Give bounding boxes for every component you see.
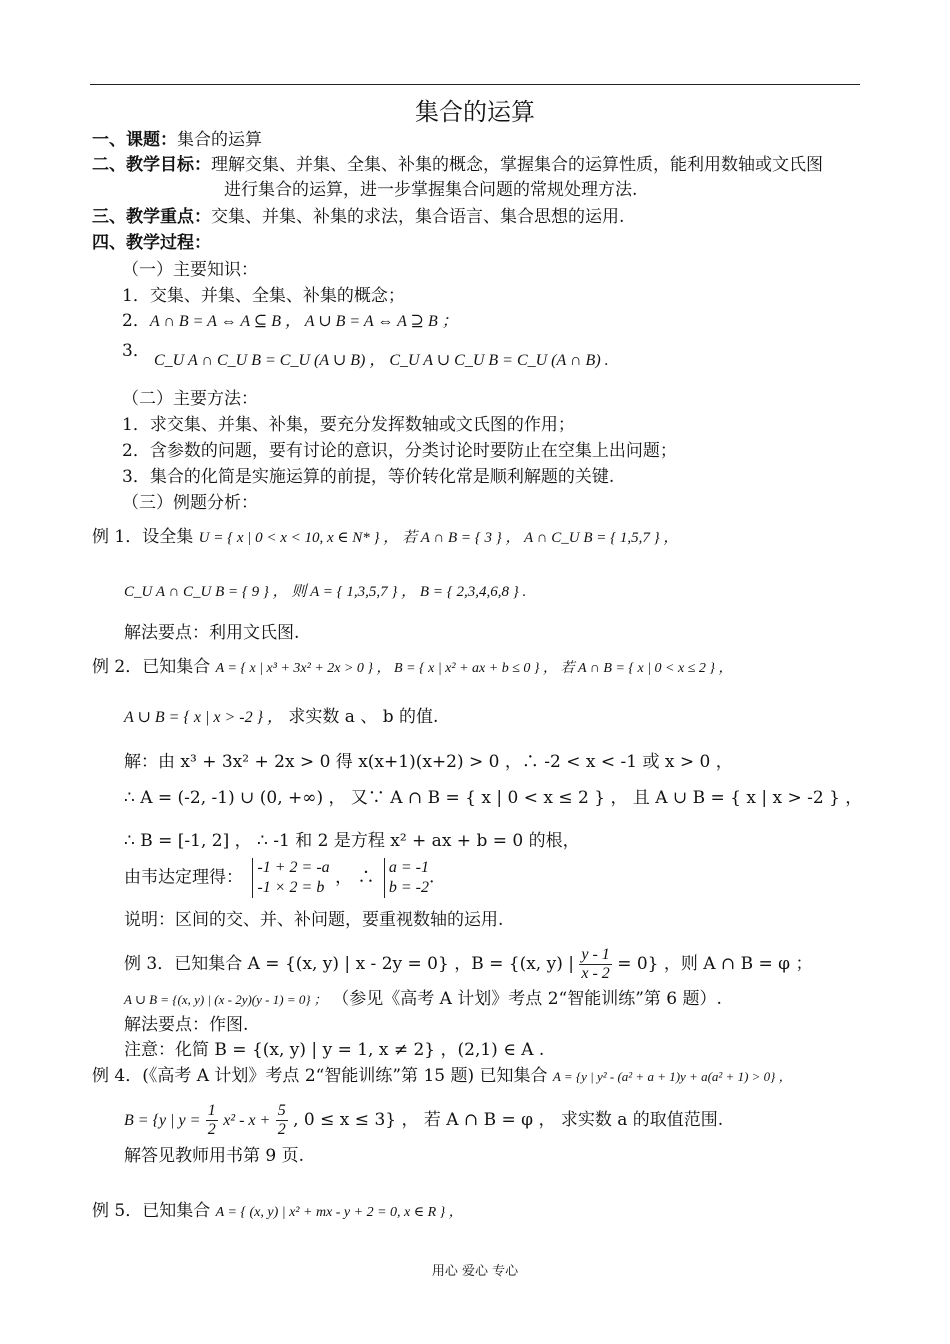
fraction-five-halves: [276, 1102, 288, 1139]
fraction-2-denominator: 2: [277, 1121, 286, 1138]
section-3-text: 交集、并集、补集的求法，集合语言、集合思想的运用.: [211, 207, 625, 227]
example-1-formula-1: U = { x | 0 < x < 10, x ∈ N* } ， 若 A ∩ B = { 3 } ， A ∩ C_U B = { 1,5,7 } ，: [198, 530, 679, 546]
section-2-head: 二、教学目标：: [92, 155, 211, 175]
example-1-formula-2: C_U A ∩ C_U B = { 9 } ， 则 A = { 1,3,5,7 } ， B = { 2,3,4,6,8 } .: [124, 584, 527, 600]
example-3-union: A ∪ B = {(x, y) | (x - 2y)(y - 1) = 0} ；: [124, 992, 327, 1007]
example-4-set-b-start: B = {y | y =: [124, 1112, 201, 1129]
knowledge-item-3-math: C_U A ∩ C_U B = C_U (A ∪ B) ， C_U A ∪ C_U B = C_U (A ∩ B) .: [154, 352, 609, 369]
example-5-set-a: A = { (x, y) | x² + mx - y + 2 = 0, x ∈ R } ，: [215, 1205, 463, 1220]
example-3-note-2: 注意：化简 B = {(x, y) | y = 1, x ≠ 2} ，(2,1) ∈ A .: [124, 1040, 545, 1060]
page-footer: 用心 爱心 专心: [431, 1264, 519, 1279]
example-3-line-1: [124, 946, 813, 983]
method-item-3: 3．集合的化简是实施运算的前提，等价转化常是顺利解题的关键.: [122, 467, 615, 487]
example-2-therefore: ， ∴: [335, 867, 375, 888]
examples-heading: （三）例题分析：: [122, 493, 258, 513]
knowledge-item-3-num: 3．: [122, 341, 150, 361]
fraction-2-numerator: 5: [277, 1102, 286, 1119]
example-2-period: .: [429, 867, 435, 888]
example-4-text: 例 4．(《高考 A 计划》考点 2“智能训练”第 15 题) 已知集合: [92, 1066, 548, 1086]
example-4-set-a: A = {y | y² - (a² + a + 1)y + a(a² + 1) > 0} ，: [552, 1069, 792, 1084]
example-5-line-1: [92, 1200, 463, 1224]
answer-a: a = -1: [388, 859, 429, 876]
example-4-set-b-mid: x² - x +: [223, 1112, 271, 1129]
example-1-line-2: [124, 580, 526, 603]
section-2-continuation: 进行集合的运算，进一步掌握集合问题的常规处理方法.: [224, 180, 638, 200]
fraction-1-denominator: 2: [207, 1121, 216, 1138]
example-4-line-2: [124, 1102, 723, 1139]
example-3-note-1: 解法要点：作图.: [124, 1015, 249, 1035]
knowledge-item-2-num: 2．: [122, 311, 150, 331]
fraction-numerator: y - 1: [581, 946, 610, 963]
method-item-1: 1．求交集、并集、补集，要充分发挥数轴或文氏图的作用；: [122, 415, 575, 435]
answer-system: [384, 858, 429, 898]
example-3-reference: （参见《高考 A 计划》考点 2“智能训练”第 6 题）.: [332, 989, 722, 1009]
section-1: [92, 129, 262, 151]
fraction-denominator: x - 2: [581, 965, 610, 982]
example-2-question: 求实数 a 、 b 的值.: [288, 707, 439, 727]
example-2-formula-1: A = { x | x³ + 3x² + 2x > 0 } ， B = { x | x² + ax + b ≤ 0 } ， 若 A ∩ B = { x | 0 < x ≤ 2 } ，: [215, 661, 733, 676]
vieta-eq-1: -1 + 2 = -a: [257, 859, 330, 876]
example-1-label: 例 1．设全集: [92, 527, 194, 547]
knowledge-item-1: 1．交集、并集、全集、补集的概念；: [122, 286, 405, 306]
example-3-text: 例 3．已知集合 A = {(x, y) | x - 2y = 0} ，B = {(x, y) |: [124, 954, 574, 974]
fraction-one-half: [206, 1102, 218, 1139]
example-3-fraction: [579, 946, 611, 983]
method-item-2: 2．含参数的问题，要有讨论的意识，分类讨论时要防止在空集上出问题；: [122, 441, 677, 461]
section-3-head: 三、教学重点：: [92, 207, 211, 227]
example-4-line-1: [92, 1065, 792, 1088]
section-2: [92, 154, 823, 176]
example-2-note: 说明：区间的交、并、补问题，要重视数轴的运用.: [124, 910, 504, 930]
section-3: [92, 206, 624, 228]
example-2-solution-1: 解：由 x³ + 3x² + 2x > 0 得 x(x+1)(x+2) > 0 ，∴ -2 < x < -1 或 x > 0 ，: [124, 752, 733, 772]
example-3-text-end: = 0} ，则 A ∩ B = φ ；: [617, 954, 813, 974]
example-2-solution-2: ∴ A = (-2, -1) ∪ (0, +∞) ， 又∵ A ∩ B = { x | 0 < x ≤ 2 } ， 且 A ∪ B = { x | x > -2 } ，: [124, 788, 863, 808]
example-5-text: 例 5．已知集合: [92, 1201, 211, 1221]
example-2-formula-2: A ∪ B = { x | x > -2 } ，: [124, 709, 283, 726]
knowledge-item-2: [122, 310, 458, 333]
example-2-solution-4: [124, 858, 434, 898]
section-2-text: 理解交集、并集、全集、补集的概念，掌握集合的运算性质，能利用数轴或文氏图: [211, 155, 823, 175]
fraction-1-numerator: 1: [207, 1102, 216, 1119]
example-1-line-1: [92, 526, 678, 549]
example-2-line-2: [124, 706, 438, 729]
vieta-eq-2: -1 × 2 = b: [257, 879, 325, 896]
answer-b: b = -2: [388, 879, 429, 896]
example-4-note: 解答见教师用书第 9 页.: [124, 1146, 305, 1166]
top-rule: [90, 84, 860, 85]
methods-heading: （二）主要方法：: [122, 389, 258, 409]
section-1-head: 一、课题：: [92, 130, 177, 150]
page-title: 集合的运算: [415, 98, 535, 126]
knowledge-item-3-formula: [154, 349, 609, 372]
knowledge-heading: （一）主要知识：: [122, 260, 258, 280]
knowledge-item-2-formula: A ∩ B = A ⇔ A ⊆ B ， A ∪ B = A ⇔ A ⊇ B ；: [149, 313, 458, 330]
example-2-vieta-label: 由韦达定理得：: [124, 867, 243, 888]
section-4-head: 四、教学过程：: [92, 233, 211, 253]
example-3-line-2: [124, 988, 722, 1011]
vieta-system: [252, 858, 329, 898]
example-1-note: 解法要点：利用文氏图.: [124, 623, 300, 643]
example-4-set-b-end: , 0 ≤ x ≤ 3} ， 若 A ∩ B = φ ， 求实数 a 的取值范围.: [293, 1110, 724, 1130]
example-2-line-1: [92, 656, 733, 680]
example-2-solution-3: ∴ B = [-1, 2] ， ∴ -1 和 2 是方程 x² + ax + b = 0 的根，: [124, 831, 580, 851]
section-1-text: 集合的运算: [177, 130, 262, 150]
example-2-label: 例 2．已知集合: [92, 657, 211, 677]
